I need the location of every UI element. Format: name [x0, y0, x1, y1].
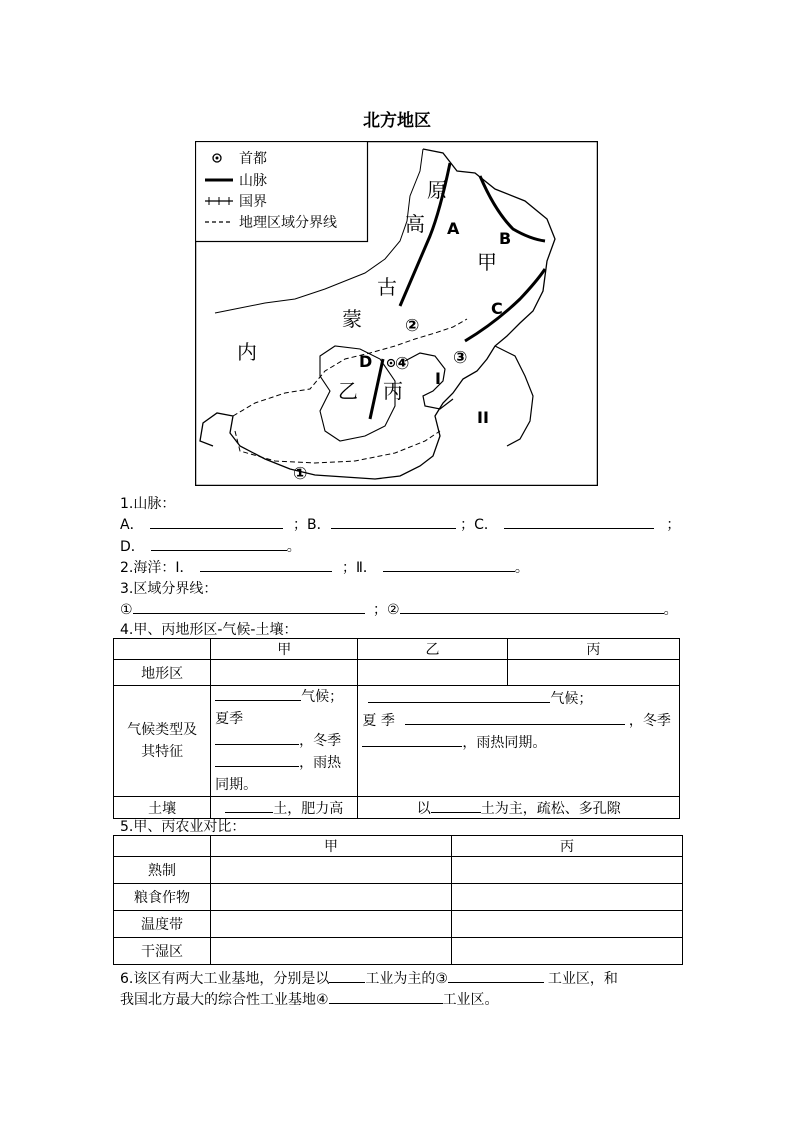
q3-p1-blank[interactable] — [133, 599, 365, 614]
q4-jia-summer-blank[interactable] — [215, 730, 299, 745]
label-gao: 高 — [405, 212, 425, 236]
sea-i: I — [435, 369, 441, 388]
q1-c-label: ；C． — [460, 517, 498, 533]
q4-row-climate: 气候类型及其特征 — [114, 686, 211, 797]
q5-table — [113, 835, 683, 965]
q4-table — [113, 638, 680, 819]
q4-row-terrain: 地形区 — [114, 660, 211, 686]
q1-label: 1.山脉： — [120, 496, 176, 512]
q4-col-bing: 丙 — [507, 639, 679, 660]
q4-corner — [114, 639, 211, 660]
q4-col-jia: 甲 — [211, 639, 358, 660]
q5-row-shuzhi: 熟制 — [114, 857, 211, 884]
q6-blank-2[interactable] — [448, 968, 544, 983]
q3-label: 3.区域分界线： — [120, 581, 218, 597]
q4-yibing-winter-blank[interactable] — [362, 732, 462, 747]
q2-ii-blank[interactable] — [383, 557, 515, 572]
mountain-d: D — [359, 352, 373, 371]
q6-blank-1[interactable] — [329, 968, 365, 983]
q3-p2-label: ；② — [373, 602, 400, 618]
label-yi: 乙 — [338, 379, 358, 403]
q1-b-blank[interactable] — [331, 514, 456, 529]
q2-ii-label: ；Ⅱ． — [341, 560, 377, 576]
marker-2: ② — [405, 316, 420, 336]
q1-d-blank[interactable] — [151, 536, 287, 551]
q5-shuzhi-bing[interactable] — [452, 857, 683, 884]
label-jia: 甲 — [477, 250, 497, 274]
q2-i-blank[interactable] — [200, 557, 332, 572]
q1-b-label: ；B． — [293, 517, 331, 533]
mountain-b: B — [499, 229, 512, 248]
sea-ii: II — [477, 408, 489, 427]
q4-yibing-summer-blank[interactable] — [405, 710, 625, 725]
q5-shuzhi-jia[interactable] — [211, 857, 452, 884]
q3-end: 。 — [663, 602, 678, 618]
mountain-c: C — [491, 299, 503, 318]
q5-temp-jia[interactable] — [211, 911, 452, 938]
q1-line1 — [120, 514, 680, 534]
q5-temp-bing[interactable] — [452, 911, 683, 938]
legend-border: 国界 — [239, 194, 267, 210]
q5-moisture-bing[interactable] — [452, 938, 683, 965]
q5-corner — [114, 836, 211, 857]
q4-terrain-bing[interactable] — [507, 660, 679, 686]
legend-mountain: 山脉 — [239, 173, 267, 189]
q1-line2 — [120, 536, 301, 556]
legend-capital: 首都 — [239, 151, 267, 167]
q4-soil-yibing: 以 土为主，疏松、多孔隙 — [358, 797, 680, 819]
q1-end: 。 — [286, 539, 301, 555]
q3-line — [120, 599, 678, 619]
mountain-a: A — [447, 219, 460, 238]
q4-jia-soil-blank[interactable] — [225, 798, 273, 813]
marker-3: ③ — [453, 348, 468, 368]
q2-i-label: 2.海洋：Ⅰ． — [120, 560, 194, 576]
q4-yibing-climate-blank[interactable] — [368, 688, 550, 703]
north-region-map — [195, 141, 598, 486]
q1-c-blank[interactable] — [504, 514, 654, 529]
q1-a-label: A． — [120, 517, 144, 533]
q5-row-moisture: 干湿区 — [114, 938, 211, 965]
label-nei: 内 — [237, 340, 257, 364]
q4-jia-climate-blank[interactable] — [215, 686, 301, 701]
q2-line — [120, 557, 529, 577]
q1-d-label: D． — [120, 539, 145, 555]
label-yuan: 原 — [427, 178, 447, 202]
q5-crops-bing[interactable] — [452, 884, 683, 911]
label-gu: 古 — [377, 275, 397, 299]
q6-line1: 6.该区有两大工业基地，分别是以 工业为主的③ 工业区，和 — [120, 968, 618, 988]
label-meng: 蒙 — [342, 307, 362, 331]
marker-4: ④ — [395, 354, 410, 374]
q3-p2-blank[interactable] — [400, 599, 664, 614]
q4-col-yi: 乙 — [358, 639, 507, 660]
q6-blank-3[interactable] — [329, 989, 443, 1004]
q4-jia-winter-blank[interactable] — [215, 752, 299, 767]
q5-row-crops: 粮食作物 — [114, 884, 211, 911]
q4-row-soil: 土壤 — [114, 797, 211, 819]
q4-soil-jia: 土，肥力高 — [211, 797, 358, 819]
q4-bing-soil-blank[interactable] — [431, 798, 481, 813]
q1-a-blank[interactable] — [150, 514, 283, 529]
q1-semicolon: ； — [666, 517, 681, 533]
q5-col-bing: 丙 — [452, 836, 683, 857]
q5-row-temp: 温度带 — [114, 911, 211, 938]
page-title: 北方地区 — [363, 111, 431, 131]
q5-col-jia: 甲 — [211, 836, 452, 857]
marker-1: ① — [293, 464, 308, 484]
legend-region-boundary: 地理区域分界线 — [239, 215, 337, 231]
q6-line2: 我国北方最大的综合性工业基地④ 工业区。 — [120, 989, 499, 1009]
q4-climate-jia: 气候； 夏季 ，冬季 ，雨热同期。 — [211, 686, 358, 797]
q2-end: 。 — [514, 560, 529, 576]
q4-terrain-jia[interactable] — [211, 660, 358, 686]
label-bing: 丙 — [383, 379, 403, 403]
q4-terrain-yi[interactable] — [358, 660, 507, 686]
q3-p1-label: ① — [120, 602, 133, 618]
q5-label: 5.甲、丙农业对比： — [120, 819, 246, 835]
q5-moisture-jia[interactable] — [211, 938, 452, 965]
q5-crops-jia[interactable] — [211, 884, 452, 911]
q4-label: 4.甲、丙地形区-气候-土壤： — [120, 622, 298, 638]
q4-climate-yibing: 气候； 夏 季 ，冬季 ，雨热同期。 — [358, 686, 680, 797]
